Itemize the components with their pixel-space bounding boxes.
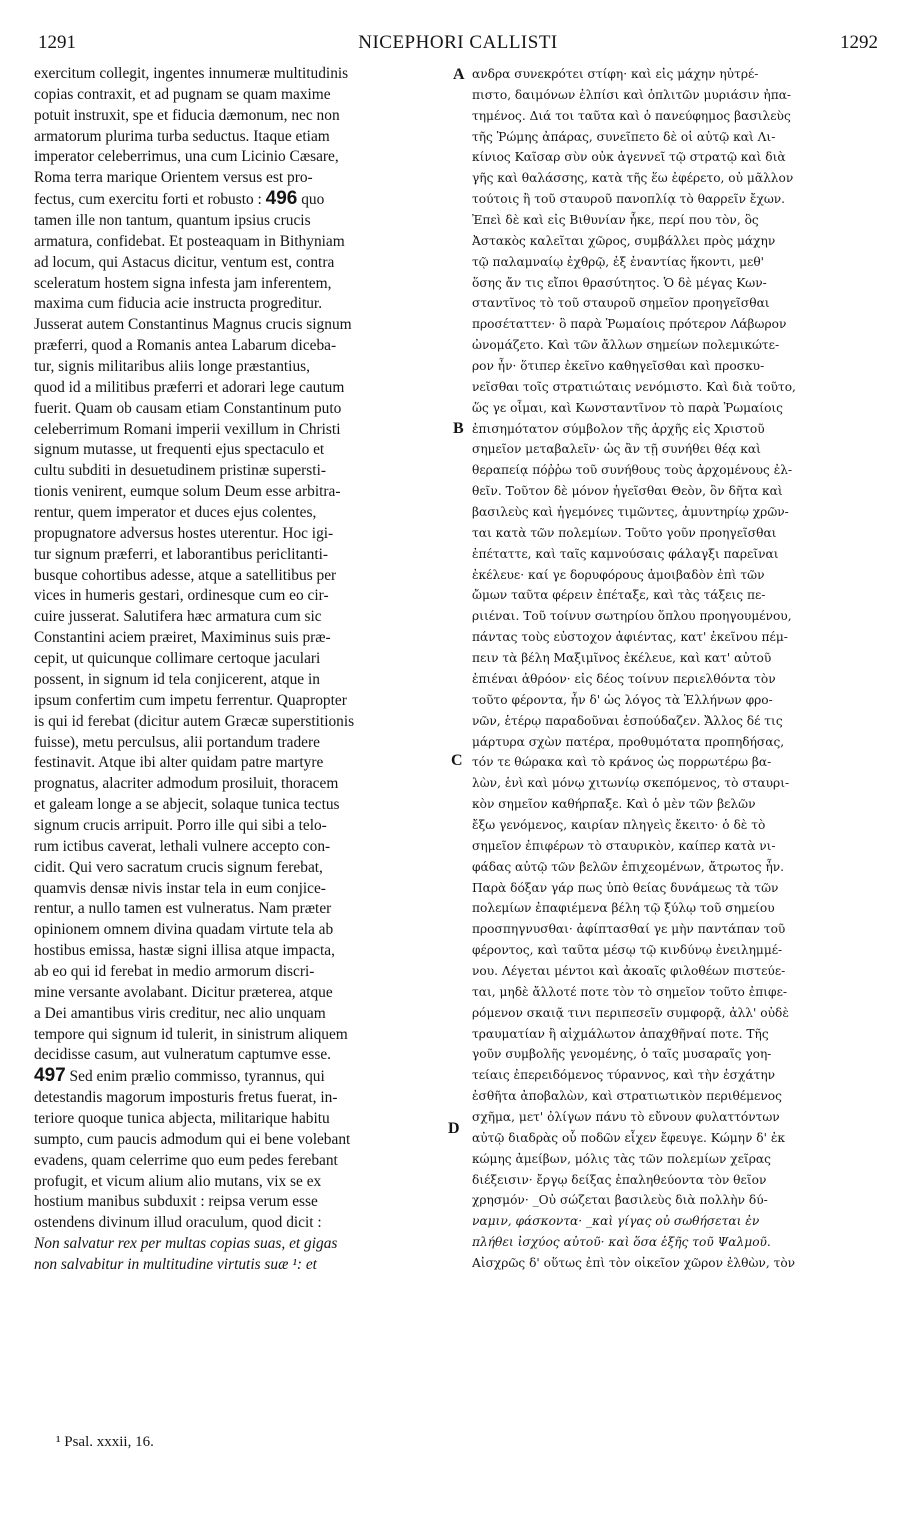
latin-line: rentur, a nullo tamen est vulneratus. Nam præter xyxy=(34,900,332,918)
greek-line: Ἀστακὸς καλεῖται χῶρος, συμβάλλει πρὸς μάχην xyxy=(472,233,776,248)
latin-line: Non salvatur rex per multas copias suas, et gigas xyxy=(34,1235,338,1253)
greek-line: μάρτυρα σχὼν πατέρα, προθυμότατα προπηδήσας, xyxy=(472,734,785,749)
greek-line: φάδας αὐτῷ τῶν βελῶν ἐπιχεομένων, ἄτρωτος ἦν. xyxy=(472,859,785,874)
greek-line: ὠνομάζετο. Καὶ τῶν ἄλλων σημείων πολεμικώτε- xyxy=(472,338,780,353)
latin-line: maxima cum fiducia acie instructa progreditur. xyxy=(34,295,323,313)
greek-line: πολεμίων ἐπαφιέμενα βέλη τῷ ξύλῳ τοῦ σημείου xyxy=(472,901,775,916)
greek-line: θεῖν. Τοῦτον δὲ μόνον ἡγεῖσθαι Θεὸν, ὃν δῆτα καὶ xyxy=(472,484,783,499)
latin-line: præferri, quod a Romanis antea Labarum diceba- xyxy=(34,337,337,355)
latin-line: fectus, cum exercitu forti et robusto : 496 quo xyxy=(34,189,325,210)
greek-line: νεῖσθαι τοῖς στρατιώταις νενόμιστο. Καὶ διὰ τοῦτο, xyxy=(472,379,796,394)
latin-line: ipsum confertim cum impetu ferrentur. Quapropter xyxy=(34,691,347,709)
greek-line: σημεῖον ἐπιφέρων τὸ σταυρικὸν, καίπερ κατὰ νι- xyxy=(472,838,776,853)
greek-line: τῆς Ῥώμης ἀπάρας, συνεῖπετο δὲ οἱ αὐτῷ καὶ Λι- xyxy=(472,129,776,144)
greek-line: τόν τε θώρακα καὶ τὸ κράνος ὡς πορρωτέρω βα- xyxy=(472,755,772,770)
latin-line: Jusserat autem Constantinus Magnus crucis signum xyxy=(34,316,352,334)
latin-line: ostendens divinum illud oraculum, quod dicit : xyxy=(34,1214,322,1232)
greek-line: κίνιος Καῖσαρ σὺν οὐκ ἀγεννεῖ τῷ στρατῷ καὶ διὰ xyxy=(472,150,786,165)
greek-line: σχῆμα, μετ' ὀλίγων πάνυ τὸ εὔνουν φυλαττόντων xyxy=(472,1109,780,1124)
latin-line: exercitum collegit, ingentes innumeræ multitudinis xyxy=(34,65,349,82)
latin-line: quod id a militibus præferri et adorari lege cautum xyxy=(34,378,345,396)
greek-line: χρησμόν· _Οὐ σώζεται βασιλεὺς διὰ πολλὴν δύ- xyxy=(472,1193,768,1208)
margin-letter-a: A xyxy=(453,66,465,83)
latin-line: is qui id ferebat (dicitur autem Græcæ superstitionis xyxy=(34,712,355,730)
latin-line: hostibus emissa, hastæ signi illisa atque impacta, xyxy=(34,942,335,960)
greek-line: ται, μηδὲ ἄλλοτέ ποτε τὸν τὸ σημεῖον τοῦτο ἐπιφε- xyxy=(472,984,788,999)
greek-line: ἐπιέναι ἀθρόον· εἰς δέος τοίνυν περιελθόντα τὸν xyxy=(472,671,776,686)
latin-line: signum crucis arripuit. Porro ille qui sibi a telo- xyxy=(34,816,327,834)
latin-line: armatura, confidebat. Et posteaquam in Bithyniam xyxy=(34,232,345,250)
latin-line: rentur, quem imperator et duces ejus colentes, xyxy=(34,504,317,522)
greek-line: λὼν, ἑνὶ καὶ μόνῳ χιτωνίῳ σκεπόμενος, τὸ σταυρι- xyxy=(472,776,790,791)
latin-line: mine versante avolabant. Dicitur præterea, atque xyxy=(34,983,333,1001)
latin-line: cultu subditi in desuetudinem pristinæ supersti- xyxy=(34,462,326,480)
column-number-marker: 497 xyxy=(34,1066,66,1087)
greek-line: τῷ παλαμναίῳ ἐχθρῷ, ἐξ ἐναντίας ἥκοντι, μεθ' xyxy=(472,254,765,269)
latin-line: imperator celeberrimus, una cum Licinio Cæsare, xyxy=(34,148,339,166)
greek-line: κὸν σημεῖον καθήρπαξε. Καὶ ὁ μὲν τῶν βελῶν xyxy=(472,797,756,812)
greek-line: θεραπείᾳ πόῤῥω τοῦ συνήθους τοὺς ἀρχομένους ἐλ- xyxy=(472,463,793,478)
greek-line: Αἰσχρῶς δ' οὕτως ἐπὶ τὸν οἰκεῖον χῶρον ἐλθὼν, τὸν xyxy=(472,1255,796,1270)
greek-line: προσπηγνυσθαι· ἀφίπτασθαί γε μὴν παντάπαν τοῦ xyxy=(472,922,786,937)
latin-line: potuit instruxit, spe et fiducia dæmonum, nec non xyxy=(34,106,340,124)
latin-line: tempore qui signum id tulerit, in sinistrum aliquem xyxy=(34,1025,348,1043)
greek-column xyxy=(472,64,884,1426)
latin-line: sumpto, cum paucis admodum qui ei bene volebant xyxy=(34,1130,351,1148)
greek-line: προσέταττεν· ὃ παρὰ Ῥωμαίοις πρότερον Λάβωρον xyxy=(472,317,787,332)
latin-line: cidit. Qui vero sacratum crucis signum ferebat, xyxy=(34,858,323,876)
greek-line: νῶν, ἑτέρῳ παραδοῦναι ἐσπούδαζεν. Ἄλλος δέ τις xyxy=(472,713,783,728)
greek-line: ὥς γε οἶμαι, καὶ Κωνσταντῖνον τὸ παρὰ Ῥωμαίοις xyxy=(472,400,784,415)
latin-column xyxy=(34,64,446,1426)
latin-line: tur, signis militaribus aliis longe præstantius, xyxy=(34,358,310,376)
latin-line: propugnatore adversus hostes uterentur. Hoc igi- xyxy=(34,524,334,542)
latin-line: a Dei amantibus viris creditur, nec alio unquam xyxy=(34,1004,326,1022)
latin-line: armatorum plurima turba seductus. Itaque etiam xyxy=(34,127,330,145)
latin-line: celeberrimum Romani imperii vexillum in Christi xyxy=(34,420,341,438)
page-header xyxy=(38,32,878,58)
greek-line: ρόμενον σκαιᾷ τινι περιπεσεῖν συμφορᾷ, ἀλλ' οὐδὲ xyxy=(472,1005,789,1020)
page-number-right: 1292 xyxy=(840,32,878,53)
latin-line: teriore quoque tunica abjecta, militarique habitu xyxy=(34,1109,330,1127)
latin-line: 497 Sed enim prælio commisso, tyrannus, qui xyxy=(34,1066,325,1087)
latin-line: detestandis magorum imposturis fretus fuerat, in- xyxy=(34,1089,338,1107)
latin-line: tamen ille non tantum, quantum ipsius crucis xyxy=(34,212,311,230)
latin-line: ad locum, qui Astacus dicitur, ventum est, contra xyxy=(34,253,335,271)
margin-letter-d: D xyxy=(448,1120,460,1137)
latin-line: fuisse), metu perculsus, alii portandum tradere xyxy=(34,733,320,751)
greek-line: ρον ἦν· ὅτιπερ ἐκεῖνο καθηγεῖσθαι καὶ προσκυ- xyxy=(472,359,765,374)
greek-line: τούτοις ἢ τοῦ σταυροῦ πανοπλίᾳ τὸ θαρρεῖν ἔχων. xyxy=(472,192,786,207)
greek-line: νου. Λέγεται μέντοι καὶ ἀκοαῖς φιλοθέων πιστεύε- xyxy=(472,963,786,978)
latin-line: possent, in signum id tela conjicerent, atque in xyxy=(34,670,320,688)
greek-line: τραυματίαν ἢ αἰχμάλωτον ἀπαχθῆναί ποτε. Τῆς xyxy=(472,1026,769,1041)
greek-line: ριιέναι. Τοῦ τοίνυν σωτηρίου ὅπλου προηγουμένου, xyxy=(472,609,792,624)
latin-line: busque cohortibus adesse, atque a satellitibus per xyxy=(34,566,337,584)
latin-line: sceleratum hostem signa infesta jam inferentem, xyxy=(34,274,332,292)
latin-line: copias contraxit, et ad pugnam se quam maxime xyxy=(34,85,331,103)
greek-line: πλήθει ἰσχύος αὐτοῦ· καὶ ὅσα ἑξῆς τοῦ Ψαλμοῦ. xyxy=(472,1235,771,1250)
greek-line: ναμιν, φάσκοντα· _καὶ γίγας οὐ σωθήσεται ἐν xyxy=(472,1214,760,1229)
greek-line: ανδρα συνεκρότει στίφη· καὶ εἰς μάχην ηὐτρέ- xyxy=(472,67,759,81)
greek-line: Ἐπεὶ δὲ καὶ εἰς Βιθυνίαν ἧκε, περί που τὸν, ὃς xyxy=(472,213,759,228)
latin-line: prognatus, alacriter admodum prosiluit, thoracem xyxy=(34,775,339,793)
greek-line: τημένος. Διά τοι ταῦτα καὶ ὁ πανεύφημος βασιλεὺς xyxy=(472,108,791,123)
latin-line: tionis venirent, eumque solum Deum esse arbitra- xyxy=(34,483,341,501)
greek-line: ὤμων ταῦτα φέρειν ἐπέταξε, καὶ τὰς τάξεις πε- xyxy=(472,588,766,603)
latin-line: non salvabitur in multitudine virtutis suæ ¹: et xyxy=(34,1255,317,1273)
latin-line: cepit, ut quicunque collimare certoque jaculari xyxy=(34,650,321,668)
latin-line: Roma terra marique Orientem versus est pro- xyxy=(34,169,313,187)
greek-line: Παρὰ δόξαν γάρ πως ὑπὸ θείας δυνάμεως τὰ τῶν xyxy=(472,880,779,895)
greek-line: ται κατὰ τῶν πολεμίων. Τοῦτο γοῦν προηγεῖσθαι xyxy=(472,525,777,540)
latin-line: festinavit. Atque ibi alter quidam patre martyre xyxy=(34,754,324,772)
greek-line: ὅσης ἄν τις εἴποι θρασύτητος. Ὁ δὲ μέγας Κων- xyxy=(472,275,767,290)
greek-line: ἐσθῆτα ἀποβαλὼν, καὶ στρατιωτικὸν περιθέμενος xyxy=(472,1089,782,1104)
running-title: NICEPHORI CALLISTI xyxy=(358,32,558,53)
latin-line: Constantini aciem præiret, Maximinus suis præ- xyxy=(34,629,331,647)
greek-line: φέροντος, καὶ ταῦτα μέσῳ τῷ κινδύνῳ ἐνειλημμέ- xyxy=(472,943,783,958)
latin-line: et galeam longe a se abjecit, solaque tunica tectus xyxy=(34,796,340,814)
latin-line: signum mutasse, ut frequenti ejus spectaculo et xyxy=(34,441,325,459)
latin-line: opinionem omnem divina quadam virtute tela ab xyxy=(34,921,334,939)
latin-line: ab eo qui id ferebat in medio armorum discri- xyxy=(34,962,315,980)
greek-line: βασιλεὺς καὶ ἡγεμόνες τιμῶντες, ἀμυντηρίῳ χρῶν- xyxy=(472,505,789,520)
greek-line: γοῦν συμβολῆς γενομένης, ὁ ταῖς μυσαραῖς γοη- xyxy=(472,1047,772,1062)
column-number-marker: 496 xyxy=(265,189,298,210)
margin-letter-c: C xyxy=(451,752,463,769)
latin-line: vices in humeris gestari, ordinesque cum eo cir- xyxy=(34,587,329,605)
greek-line: ἐπέταττε, καὶ ταῖς καμνούσαις φάλαγξι παρεῖναι xyxy=(472,546,779,561)
greek-line: διέξεισιν· ἔργῳ δείξας ἐπαληθεύοντα τὸν θεῖον xyxy=(472,1172,767,1187)
latin-line: evadens, quam celerrime quo eum pedes ferebant xyxy=(34,1151,338,1169)
greek-line: κώμης ἀμείβων, μόλις τὰς τῶν πολεμίων χεῖρας xyxy=(472,1151,771,1166)
greek-line: τείαις ἐπερειδόμενος τύραννος, καὶ τὴν ἐσχάτην xyxy=(472,1068,776,1083)
latin-line: fuerit. Quam ob causam etiam Constantinum puto xyxy=(34,399,342,417)
greek-line: ἔξω γενόμενος, καιρίαν πληγεὶς ἔκειτο· ὁ δὲ τὸ xyxy=(472,817,766,832)
latin-line: cuire jusserat. Salutifera hæc armatura cum sic xyxy=(34,608,322,626)
latin-line: rum ictibus caverat, lethali vulnere accepto con- xyxy=(34,837,331,855)
latin-line: decidisse casum, aut vulneratum captumve esse. xyxy=(34,1046,332,1064)
greek-line: σταντῖνος τὸ τοῦ σταυροῦ σημεῖον προηγεῖσθαι xyxy=(472,296,770,311)
greek-line: πιστο, δαιμόνων ἐλπίσι καὶ ὁπλιτῶν μυριάσιν ἠπα- xyxy=(472,87,792,102)
greek-line: ἐπισημότατον σύμβολον τῆς ἀρχῆς εἰς Χριστοῦ xyxy=(472,421,765,436)
latin-line: hostium manibus subduxit : reipsa verum esse xyxy=(34,1193,318,1211)
greek-line: πάντας τοὺς εὐστοχον ἀφιέντας, κατ' ἐκεῖνου πέμ- xyxy=(472,630,788,645)
greek-line: αὐτῷ διαδρὰς οὗ ποδῶν εἶχεν ἔφευγε. Κώμην δ' ἐκ xyxy=(472,1130,785,1145)
latin-line: quamvis densæ nivis instar tela in eum conjice- xyxy=(34,879,326,897)
greek-line: γῆς καὶ θαλάσσης, κατὰ τῆς ἕω ἐφέρετο, οὐ μᾶλλον xyxy=(472,171,794,186)
greek-line: τοῦτο φέροντα, ἦν δ' ὡς λόγος τὰ Ἑλλήνων φρο- xyxy=(472,692,773,707)
margin-letter-b: B xyxy=(453,420,464,437)
greek-line: ἐκέλευε· καί γε δορυφόρους ἀμοιβαδὸν ἐπὶ τῶν xyxy=(472,567,765,582)
latin-line: profugit, et vicum alium alio mutans, vix se ex xyxy=(34,1172,322,1190)
footnote: ¹ Psal. xxxii, 16. xyxy=(56,1434,154,1450)
greek-line: σημεῖον μεταβαλεῖν· ὡς ἂν τῇ συνήθει θέᾳ καὶ xyxy=(472,442,761,457)
greek-line: πειν τὰ βέλη Μαξιμῖνος ἐκέλευε, καὶ κατ' αὐτοῦ xyxy=(472,651,772,666)
page-number-left: 1291 xyxy=(38,32,76,53)
latin-line: tur signum præferri, et laborantibus periclitanti- xyxy=(34,545,329,563)
